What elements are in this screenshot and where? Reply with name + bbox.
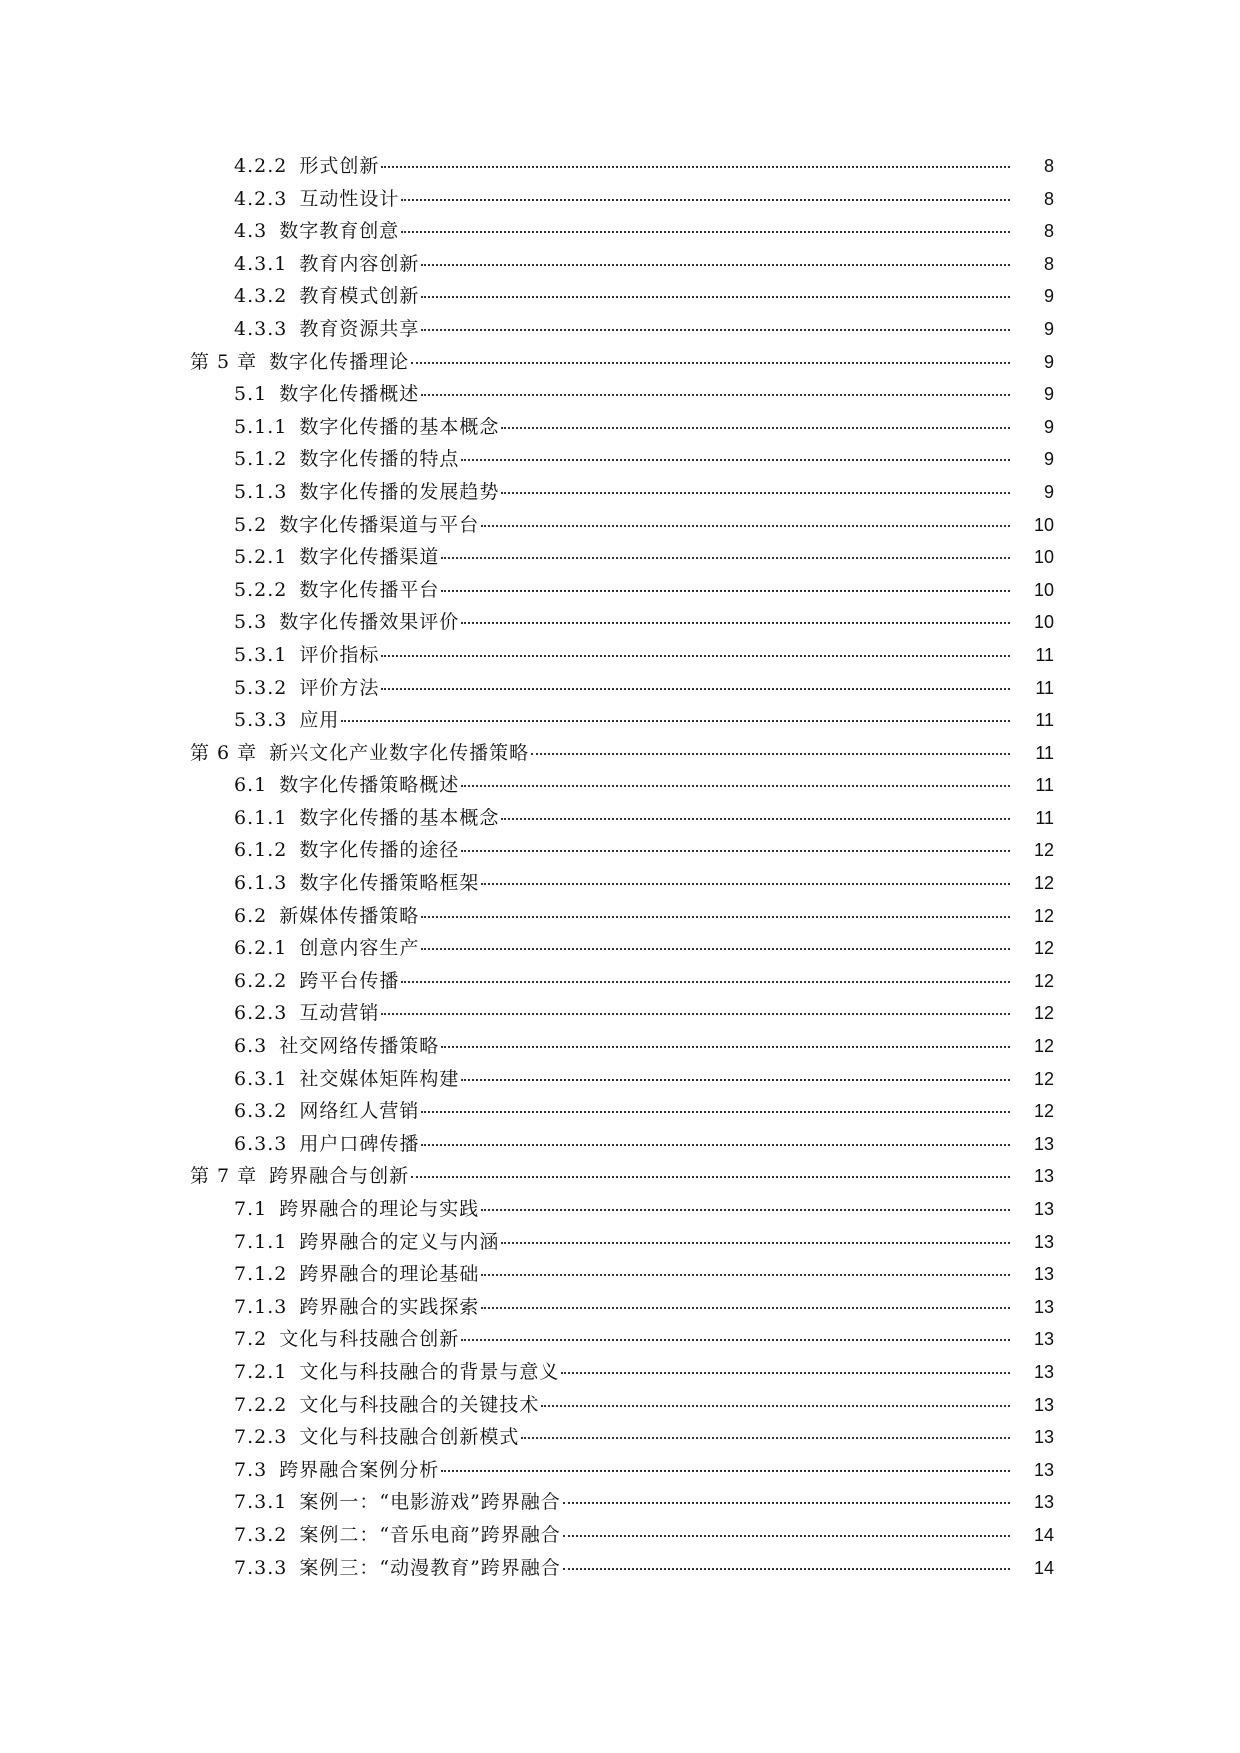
- toc-entry-title: 数字教育创意: [279, 220, 400, 243]
- toc-entry-number: 5.3.2: [234, 676, 288, 699]
- toc-entry-number: 6.3.2: [234, 1100, 288, 1123]
- toc-entry-page-number: 9: [1043, 416, 1054, 437]
- toc-entry[interactable]: [0, 444, 1240, 477]
- toc-entry[interactable]: [0, 510, 1240, 543]
- toc-entry-title: 文化与科技融合创新: [279, 1328, 460, 1351]
- toc-entry-title: 教育模式创新: [299, 285, 420, 308]
- toc-entry[interactable]: [0, 770, 1240, 803]
- toc-entry-page-number: 9: [1043, 449, 1054, 470]
- toc-entry[interactable]: [0, 314, 1240, 347]
- toc-entry-page-number: 12: [1033, 938, 1054, 959]
- dot-leader: [563, 1502, 1010, 1504]
- dot-leader: [421, 916, 1010, 918]
- dot-leader: [563, 1568, 1010, 1570]
- toc-entry-number: 4.3.1: [234, 252, 288, 275]
- toc-entry-page-number: 11: [1035, 710, 1054, 731]
- toc-entry-number: 5.2.1: [234, 546, 288, 569]
- toc-entry-title: 数字化传播的基本概念: [299, 415, 500, 438]
- toc-entry-title: 新兴文化产业数字化传播策略: [269, 741, 530, 764]
- toc-entry-page-number: 10: [1033, 514, 1054, 535]
- dot-leader: [381, 1013, 1010, 1015]
- dot-leader: [461, 459, 1010, 461]
- toc-entry-number: 6.2.1: [234, 937, 288, 960]
- dot-leader: [481, 883, 1010, 885]
- dot-leader: [461, 1079, 1010, 1081]
- toc-entry-number: 6.1.2: [234, 839, 288, 862]
- toc-entry-number: 4.3.3: [234, 317, 288, 340]
- toc-entry-title: 跨平台传播: [299, 969, 400, 992]
- toc-entry-number: 7.3.3: [234, 1556, 288, 1579]
- toc-entry-title: 数字化传播策略框架: [299, 872, 480, 895]
- toc-entry[interactable]: [0, 1227, 1240, 1260]
- toc-entry[interactable]: [0, 249, 1240, 282]
- toc-entry[interactable]: [0, 1324, 1240, 1357]
- toc-entry-number: 第 7 章: [190, 1165, 258, 1188]
- toc-entry-title: 评价方法: [299, 676, 380, 699]
- dot-leader: [441, 1470, 1010, 1472]
- toc-entry-title: 案例二：“音乐电商”跨界融合: [299, 1523, 561, 1546]
- toc-entry-page-number: 8: [1043, 188, 1054, 209]
- toc-entry[interactable]: [0, 477, 1240, 510]
- toc-entry-number: 6.2.2: [234, 969, 288, 992]
- toc-entry-title: 互动性设计: [299, 187, 400, 210]
- toc-entry-number: 7.2: [234, 1328, 268, 1351]
- toc-entry-title: 网络红人营销: [299, 1100, 420, 1123]
- toc-entry[interactable]: [0, 673, 1240, 706]
- toc-entry-number: 第 5 章: [190, 350, 258, 373]
- toc-entry-number: 7.3.2: [234, 1523, 288, 1546]
- toc-entry-number: 7.2.3: [234, 1426, 288, 1449]
- toc-entry-title: 数字化传播理论: [269, 350, 410, 373]
- toc-entry-title: 文化与科技融合的关键技术: [299, 1393, 540, 1416]
- toc-entry-number: 5.2.2: [234, 578, 288, 601]
- toc-entry[interactable]: [0, 1096, 1240, 1129]
- toc-entry-page-number: 11: [1035, 742, 1054, 763]
- toc-entry-page-number: 13: [1033, 1231, 1054, 1252]
- toc-entry[interactable]: [0, 347, 1240, 380]
- dot-leader: [421, 264, 1010, 266]
- toc-entry-page-number: 12: [1033, 905, 1054, 926]
- toc-entry-page-number: 12: [1033, 970, 1054, 991]
- dot-leader: [501, 1242, 1010, 1244]
- toc-entry-title: 社交媒体矩阵构建: [299, 1067, 460, 1090]
- toc-entry-title: 文化与科技融合的背景与意义: [299, 1360, 560, 1383]
- toc-entry-page-number: 10: [1033, 579, 1054, 600]
- dot-leader: [461, 622, 1010, 624]
- toc-entry-page-number: 9: [1043, 481, 1054, 502]
- dot-leader: [421, 394, 1010, 396]
- toc-entry-number: 5.1.3: [234, 480, 288, 503]
- toc-entry-title: 数字化传播的发展趋势: [299, 480, 500, 503]
- toc-entry-title: 新媒体传播策略: [279, 904, 420, 927]
- toc-entry-title: 用户口碑传播: [299, 1132, 420, 1155]
- toc-entry[interactable]: [0, 1194, 1240, 1227]
- dot-leader: [501, 492, 1010, 494]
- toc-entry-title: 案例三：“动漫教育”跨界融合: [299, 1556, 561, 1579]
- toc-entry-title: 数字化传播渠道与平台: [279, 513, 480, 536]
- toc-entry-number: 5.3: [234, 611, 268, 634]
- toc-entry-page-number: 11: [1035, 644, 1054, 665]
- toc-entry-number: 7.1: [234, 1198, 268, 1220]
- dot-leader: [341, 720, 1010, 722]
- toc-entry[interactable]: [0, 1357, 1240, 1390]
- toc-entry-number: 4.2.2: [234, 155, 288, 177]
- toc-entry-page-number: 12: [1033, 873, 1054, 894]
- toc-entry-number: 6.3: [234, 1035, 268, 1058]
- dot-leader: [531, 753, 1010, 755]
- toc-entry-number: 6.1.3: [234, 872, 288, 895]
- toc-entry[interactable]: [0, 868, 1240, 901]
- toc-entry-page-number: 12: [1033, 1003, 1054, 1024]
- dot-leader: [441, 1046, 1010, 1048]
- toc-entry-title: 跨界融合案例分析: [279, 1458, 440, 1481]
- toc-entry-number: 7.3: [234, 1458, 268, 1481]
- toc-entry-number: 7.3.1: [234, 1491, 288, 1514]
- toc-entry-number: 4.2.3: [234, 187, 288, 210]
- toc-entry-page-number: 9: [1043, 318, 1054, 339]
- dot-leader: [401, 199, 1010, 201]
- toc-entry-number: 6.1.1: [234, 806, 288, 829]
- toc-entry-number: 5.1: [234, 383, 268, 406]
- dot-leader: [521, 1437, 1010, 1439]
- toc-entry-title: 数字化传播平台: [299, 578, 440, 601]
- toc-entry-page-number: 14: [1033, 1557, 1054, 1578]
- dot-leader: [421, 296, 1010, 298]
- toc-entry-page-number: 11: [1035, 807, 1054, 828]
- toc-entry[interactable]: [0, 216, 1240, 249]
- dot-leader: [441, 557, 1010, 559]
- dot-leader: [421, 948, 1010, 950]
- toc-entry-number: 5.3.3: [234, 709, 288, 732]
- dot-leader: [421, 1144, 1010, 1146]
- dot-leader: [561, 1372, 1010, 1374]
- toc-entry-number: 7.1.1: [234, 1230, 288, 1253]
- toc-entry[interactable]: [0, 1031, 1240, 1064]
- dot-leader: [461, 1339, 1010, 1341]
- toc-entry-number: 5.3.1: [234, 643, 288, 666]
- toc-entry-title: 教育资源共享: [299, 317, 420, 340]
- dot-leader: [381, 655, 1010, 657]
- toc-entry-number: 第 6 章: [190, 741, 258, 764]
- toc-entry-number: 7.1.2: [234, 1263, 288, 1286]
- toc-entry-number: 5.2: [234, 513, 268, 536]
- toc-entry-title: 跨界融合的定义与内涵: [299, 1230, 500, 1253]
- dot-leader: [481, 1209, 1010, 1211]
- toc-entry[interactable]: [0, 1292, 1240, 1325]
- dot-leader: [481, 1307, 1010, 1309]
- toc-entry[interactable]: [0, 151, 1240, 184]
- dot-leader: [461, 850, 1010, 852]
- dot-leader: [501, 818, 1010, 820]
- toc-entry[interactable]: [0, 184, 1240, 217]
- toc-entry-page-number: 9: [1043, 351, 1054, 372]
- toc-entry[interactable]: [0, 1161, 1240, 1194]
- toc-entry-title: 案例一：“电影游戏”跨界融合: [299, 1491, 561, 1514]
- toc-entry[interactable]: [0, 1520, 1240, 1553]
- toc-entry[interactable]: [0, 998, 1240, 1031]
- toc-entry[interactable]: [0, 966, 1240, 999]
- toc-entry[interactable]: [0, 705, 1240, 738]
- toc-entry[interactable]: [0, 1422, 1240, 1455]
- toc-entry-title: 教育内容创新: [299, 252, 420, 275]
- toc-entry-title: 数字化传播的特点: [299, 448, 460, 471]
- toc-entry-page-number: 9: [1043, 286, 1054, 307]
- toc-entry-title: 数字化传播的途径: [299, 839, 460, 862]
- toc-entry-number: 5.1.1: [234, 415, 288, 438]
- table-of-contents: [0, 151, 1240, 1585]
- toc-entry-page-number: 12: [1033, 840, 1054, 861]
- dot-leader: [411, 362, 1010, 364]
- toc-entry-page-number: 8: [1043, 221, 1054, 242]
- dot-leader: [411, 1176, 1010, 1178]
- toc-entry[interactable]: [0, 933, 1240, 966]
- toc-entry-page-number: 11: [1035, 677, 1054, 698]
- toc-entry-number: 6.3.1: [234, 1067, 288, 1090]
- toc-entry-title: 数字化传播渠道: [299, 546, 440, 569]
- toc-entry[interactable]: [0, 1455, 1240, 1488]
- toc-entry-page-number: 13: [1033, 1394, 1054, 1415]
- toc-entry-page-number: 10: [1033, 612, 1054, 633]
- toc-entry-number: 6.2.3: [234, 1002, 288, 1025]
- toc-entry-page-number: 11: [1035, 775, 1054, 796]
- toc-entry-title: 形式创新: [299, 155, 380, 177]
- toc-entry-page-number: 13: [1033, 1166, 1054, 1187]
- toc-entry-number: 7.2.1: [234, 1360, 288, 1383]
- toc-entry[interactable]: [0, 1064, 1240, 1097]
- toc-entry[interactable]: [0, 379, 1240, 412]
- toc-entry-page-number: 10: [1033, 547, 1054, 568]
- toc-entry-title: 数字化传播的基本概念: [299, 806, 500, 829]
- toc-entry[interactable]: [0, 640, 1240, 673]
- dot-leader: [441, 590, 1010, 592]
- toc-entry-number: 4.3: [234, 220, 268, 243]
- toc-entry-page-number: 13: [1033, 1329, 1054, 1350]
- toc-entry-page-number: 8: [1043, 156, 1054, 176]
- dot-leader: [401, 231, 1010, 233]
- toc-entry-page-number: 13: [1033, 1296, 1054, 1317]
- dot-leader: [401, 981, 1010, 983]
- toc-entry-title: 创意内容生产: [299, 937, 420, 960]
- toc-entry[interactable]: [0, 1129, 1240, 1162]
- toc-entry[interactable]: [0, 803, 1240, 836]
- toc-entry-page-number: 12: [1033, 1068, 1054, 1089]
- dot-leader: [481, 1274, 1010, 1276]
- toc-entry-page-number: 12: [1033, 1101, 1054, 1122]
- dot-leader: [461, 785, 1010, 787]
- toc-entry-number: 7.1.3: [234, 1295, 288, 1318]
- toc-entry-page-number: 13: [1033, 1492, 1054, 1513]
- toc-entry-page-number: 13: [1033, 1133, 1054, 1154]
- toc-entry-page-number: 13: [1033, 1459, 1054, 1480]
- dot-leader: [421, 329, 1010, 331]
- toc-entry[interactable]: [0, 281, 1240, 314]
- toc-entry-number: 5.1.2: [234, 448, 288, 471]
- toc-entry[interactable]: [0, 1259, 1240, 1292]
- toc-entry[interactable]: [0, 738, 1240, 771]
- toc-entry-number: 6.2: [234, 904, 268, 927]
- toc-entry-title: 应用: [299, 709, 340, 732]
- toc-entry[interactable]: [0, 607, 1240, 640]
- toc-entry-page-number: 13: [1033, 1264, 1054, 1285]
- dot-leader: [381, 166, 1010, 168]
- dot-leader: [481, 525, 1010, 527]
- toc-entry-page-number: 13: [1033, 1427, 1054, 1448]
- dot-leader: [421, 1111, 1010, 1113]
- toc-entry-title: 跨界融合的实践探索: [299, 1295, 480, 1318]
- toc-entry-title: 跨界融合的理论基础: [299, 1263, 480, 1286]
- toc-entry-page-number: 9: [1043, 384, 1054, 405]
- dot-leader: [541, 1405, 1010, 1407]
- dot-leader: [381, 688, 1010, 690]
- toc-entry-title: 数字化传播策略概述: [279, 774, 460, 797]
- toc-entry-page-number: 13: [1033, 1199, 1054, 1219]
- toc-entry-title: 社交网络传播策略: [279, 1035, 440, 1058]
- toc-entry-title: 跨界融合的理论与实践: [279, 1198, 480, 1220]
- toc-entry-page-number: 12: [1033, 1036, 1054, 1057]
- dot-leader: [563, 1535, 1010, 1537]
- toc-entry-title: 评价指标: [299, 643, 380, 666]
- toc-entry-number: 4.3.2: [234, 285, 288, 308]
- toc-entry-page-number: 13: [1033, 1361, 1054, 1382]
- toc-entry[interactable]: [0, 901, 1240, 934]
- toc-entry[interactable]: [0, 835, 1240, 868]
- toc-entry-title: 数字化传播概述: [279, 383, 420, 406]
- toc-entry[interactable]: [0, 542, 1240, 575]
- toc-entry[interactable]: [0, 1553, 1240, 1586]
- toc-entry-number: 6.1: [234, 774, 268, 797]
- toc-entry-page-number: 14: [1033, 1524, 1054, 1545]
- toc-entry-title: 互动营销: [299, 1002, 380, 1025]
- toc-entry[interactable]: [0, 412, 1240, 445]
- toc-entry-title: 数字化传播效果评价: [279, 611, 460, 634]
- toc-entry-page-number: 8: [1043, 253, 1054, 274]
- toc-entry-number: 7.2.2: [234, 1393, 288, 1416]
- toc-entry[interactable]: [0, 1487, 1240, 1520]
- toc-entry[interactable]: [0, 1390, 1240, 1423]
- dot-leader: [501, 427, 1010, 429]
- toc-entry[interactable]: [0, 575, 1240, 608]
- toc-entry-number: 6.3.3: [234, 1132, 288, 1155]
- toc-entry-title: 跨界融合与创新: [269, 1165, 410, 1188]
- toc-entry-title: 文化与科技融合创新模式: [299, 1426, 520, 1449]
